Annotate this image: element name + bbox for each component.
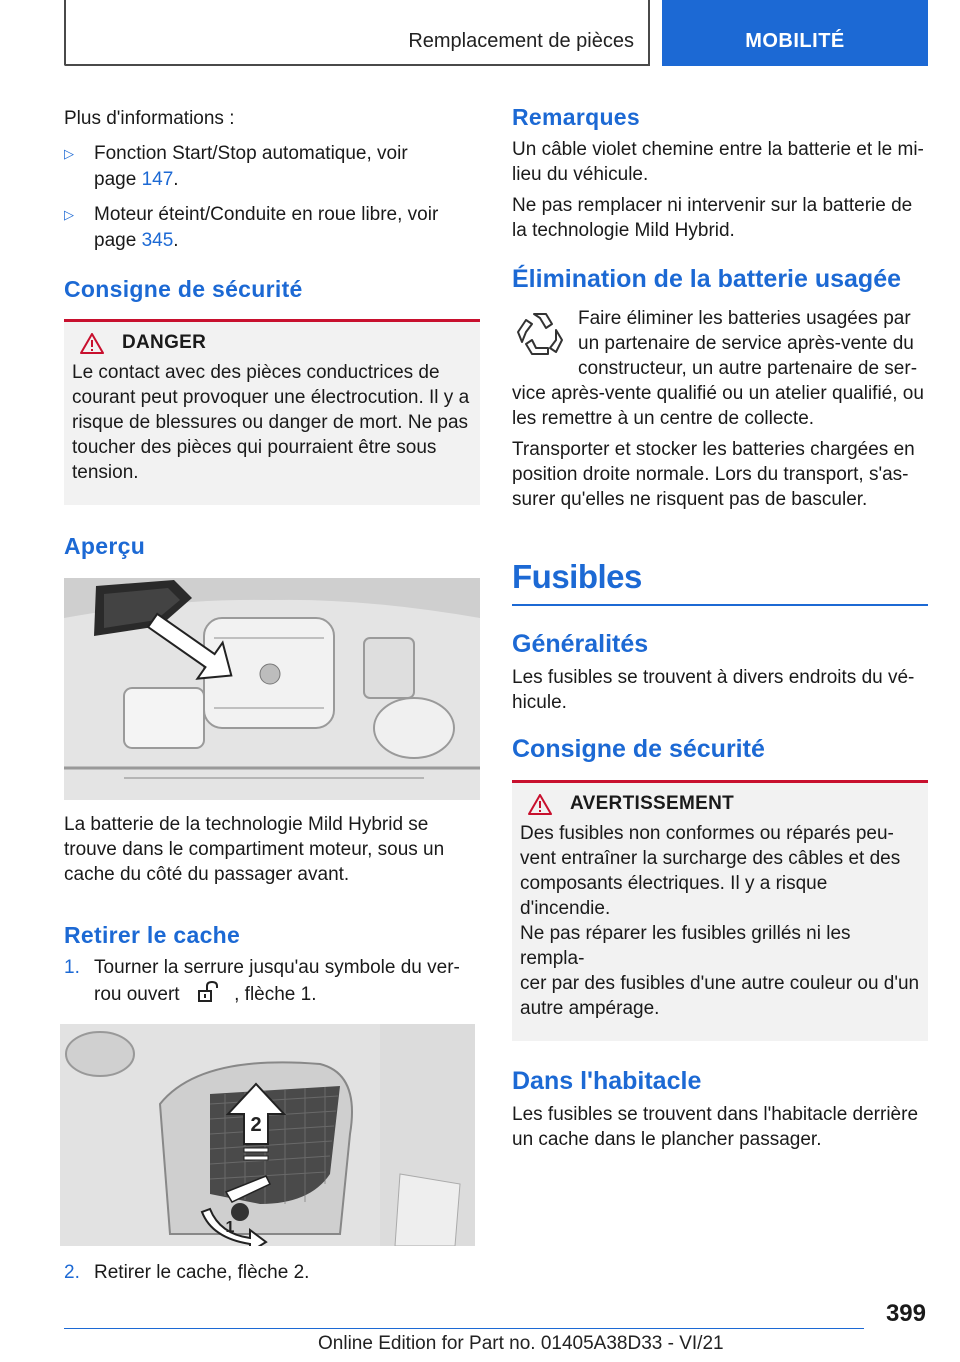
left-column <box>64 100 480 1286</box>
danger-title: DANGER <box>80 332 472 354</box>
triangle-bullet-icon: ▷ <box>64 146 74 161</box>
fuses-heading: Fusibles <box>512 558 642 595</box>
remark-1: Un câble violet chemine entre la batterie et le mi- lieu du véhicule. <box>512 139 924 185</box>
disposal-section: Faire éliminer les batteries usagées par un partenaire de service après-vente du constructeur, un autre partenaire de ser- vice après-vente qualifié ou un atelier qualifié, ou les remettre à un centre de collecte. <box>512 308 924 429</box>
page-link-345[interactable]: 345 <box>141 230 174 251</box>
safety-heading: Consigne de sécurité <box>64 276 303 302</box>
chapter-box <box>64 0 650 66</box>
cabin-heading: Dans l'habitacle <box>512 1067 702 1095</box>
cabin-text: Les fusibles se trouvent dans l'habitacle derrière un cache dans le plancher passager. <box>512 1104 919 1150</box>
remarks-heading: Remarques <box>512 104 640 130</box>
triangle-bullet-icon: ▷ <box>64 207 74 222</box>
danger-box: DANGER Le contact avec des pièces conductrices de courant peut provoquer une électrocution. Il y a risque de blessures ou danger de mort. Ne pas toucher des pièces qui pourraient être sous tension. <box>64 319 480 505</box>
general-heading: Généralités <box>512 630 649 658</box>
step-2: 2. Retirer le cache, flèche 2. <box>64 1262 310 1283</box>
arrow-2-label: 2 <box>250 1114 262 1136</box>
footer-divider <box>64 1328 864 1329</box>
disposal-heading: Élimination de la batterie usagée <box>512 265 902 293</box>
right-column <box>512 100 928 1152</box>
section-box <box>662 0 928 66</box>
cover-photo <box>60 1024 475 1246</box>
overview-heading: Aperçu <box>64 533 146 559</box>
fuses-divider <box>512 604 928 606</box>
page-link-147[interactable]: 147 <box>141 169 174 190</box>
step-1: 1. Tourner la serrure jusqu'au symbole du ver- rou ouvert , flèche 1. <box>64 957 460 1005</box>
warning-box: AVERTISSEMENT Des fusibles non conformes ou réparés peu- vent entraîner la surcharge des câbles et des composants électriques. Il y a risque d'incendie. Ne pas réparer les fusibles grillés ni les rempla- cer par des fusibles d'une autre couleur ou d'un autre ampérage. <box>512 780 928 1041</box>
page-number: 399 <box>885 1300 926 1327</box>
section-title: MOBILITÉ <box>745 30 845 52</box>
arrow-1-label: 1 <box>225 1219 235 1236</box>
transport-text: Transporter et stocker les batteries chargées en position droite normale. Lors du transport, s'as- surer qu'elles ne risquent pas de basculer. <box>512 439 915 510</box>
remove-cover-heading: Retirer le cache <box>64 922 241 948</box>
general-text: Les fusibles se trouvent à divers endroits du vé- hicule. <box>512 667 915 713</box>
warning-triangle-icon <box>528 794 552 815</box>
recycling-icon <box>514 308 566 360</box>
fuse-safety-heading: Consigne de sécurité <box>512 735 765 763</box>
overview-text: La batterie de la technologie Mild Hybrid se trouve dans le compartiment moteur, sous un cache du côté du passager avant. <box>64 814 445 885</box>
engine-bay-photo <box>64 578 480 800</box>
info-list <box>64 141 480 254</box>
warning-triangle-icon <box>80 333 104 354</box>
remark-2: Ne pas remplacer ni intervenir sur la batterie de la technologie Mild Hybrid. <box>512 195 913 241</box>
warning-title: AVERTISSEMENT <box>528 793 920 815</box>
engine-bay-illustration <box>64 578 480 800</box>
edition-footer: Online Edition for Part no. 01405A38D33 - VI/21 <box>318 1333 724 1354</box>
page-header <box>64 0 928 66</box>
chapter-title: Remplacement de pièces <box>408 30 634 52</box>
cover-illustration <box>60 1024 475 1246</box>
unlocked-padlock-icon <box>193 981 223 1003</box>
list-item: ▷ Fonction Start/Stop automatique, voir page 147. <box>64 143 408 190</box>
list-item: ▷ Moteur éteint/Conduite en roue libre, voir page 345. <box>64 204 439 251</box>
intro-text: Plus d'informations : <box>64 108 235 129</box>
